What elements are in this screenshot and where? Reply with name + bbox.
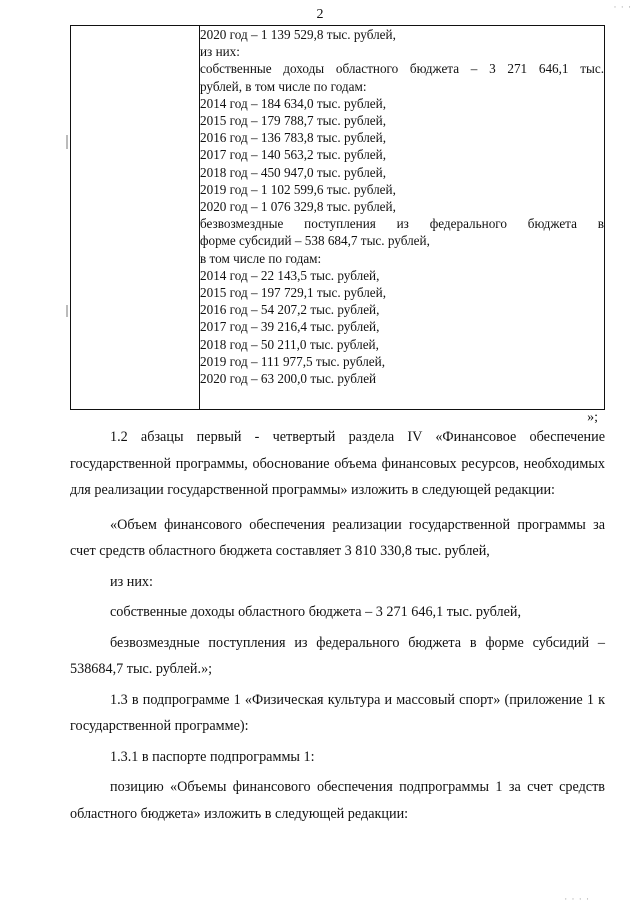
table-label-cell bbox=[71, 26, 200, 410]
paragraph-of-which: из них: bbox=[110, 573, 153, 590]
paragraph-federal-transfers: безвозмездные поступления из федерального бюджета в форме субсидий – 538684,7 тыс. рублей.»; bbox=[70, 634, 605, 677]
table-line: 2016 год – 54 207,2 тыс. рублей, bbox=[200, 302, 380, 318]
table-line: 2014 год – 22 143,5 тыс. рублей, bbox=[200, 267, 380, 283]
paragraph-position: позицию «Объемы финансового обеспечения подпрограммы 1 за счет средств областного бюджета» изложить в следующей редакции: bbox=[70, 779, 605, 822]
paragraph-1-2: 1.2 абзацы первый - четвертый раздела IV «Финансовое обеспечение государственной программы, обоснование объема финансовых ресурсов, необходимых для реализации государственной программы» изложить в следующей редакции: bbox=[70, 429, 605, 498]
funding-table bbox=[70, 25, 605, 410]
page-number: 2 bbox=[316, 7, 324, 22]
table-line: безвозмездные поступления из федерального бюджета в bbox=[200, 216, 604, 232]
table-line: 2020 год – 63 200,0 тыс. рублей bbox=[200, 371, 377, 387]
scan-margin-mark bbox=[66, 135, 68, 149]
table-line: 2017 год – 39 216,4 тыс. рублей, bbox=[200, 319, 380, 335]
paragraph-1-3: 1.3 в подпрограмме 1 «Физическая культура и массовый спорт» (приложение 1 к государственной программе): bbox=[70, 691, 605, 734]
paragraph-funding-volume: «Объем финансового обеспечения реализации государственной программы за счет средств областного бюджета составляет 3 810 330,8 тыс. рублей, bbox=[70, 516, 605, 559]
document-body bbox=[70, 424, 605, 827]
table-line: 2018 год – 50 211,0 тыс. рублей, bbox=[200, 336, 379, 352]
table-value-cell bbox=[200, 26, 605, 410]
table-line: 2020 год – 1 076 329,8 тыс. рублей, bbox=[200, 199, 396, 215]
scan-artifact: · · · bbox=[613, 2, 632, 12]
table-line: форме субсидий – 538 684,7 тыс. рублей, bbox=[200, 233, 430, 249]
table-line: 2017 год – 140 563,2 тыс. рублей, bbox=[200, 147, 386, 163]
scan-margin-mark bbox=[66, 305, 68, 317]
table-line: 2020 год – 1 139 529,8 тыс. рублей, bbox=[200, 27, 396, 42]
table-line: 2015 год – 179 788,7 тыс. рублей, bbox=[200, 113, 386, 129]
table-line: 2019 год – 111 977,5 тыс. рублей, bbox=[200, 353, 386, 369]
table-line: 2016 год – 136 783,8 тыс. рублей, bbox=[200, 130, 386, 146]
paragraph-own-revenue: собственные доходы областного бюджета – 3 271 646,1 тыс. рублей, bbox=[110, 604, 522, 620]
closing-quote: »; bbox=[587, 410, 598, 425]
table-line: из них: bbox=[200, 44, 240, 60]
paragraph-1-3-1: 1.3.1 в паспорте подпрограммы 1: bbox=[110, 748, 315, 765]
table-line: в том числе по годам: bbox=[200, 250, 322, 266]
table-line: рублей, в том числе по годам: bbox=[200, 78, 367, 94]
scan-artifact: · · · · bbox=[564, 894, 590, 904]
table-line: 2018 год – 450 947,0 тыс. рублей, bbox=[200, 164, 386, 180]
table-line: 2014 год – 184 634,0 тыс. рублей, bbox=[200, 95, 386, 111]
table-line: 2015 год – 197 729,1 тыс. рублей, bbox=[200, 285, 386, 301]
table-line: собственные доходы областного бюджета – 3 271 646,1 тыс. bbox=[200, 61, 604, 77]
table-line: 2019 год – 1 102 599,6 тыс. рублей, bbox=[200, 181, 396, 197]
